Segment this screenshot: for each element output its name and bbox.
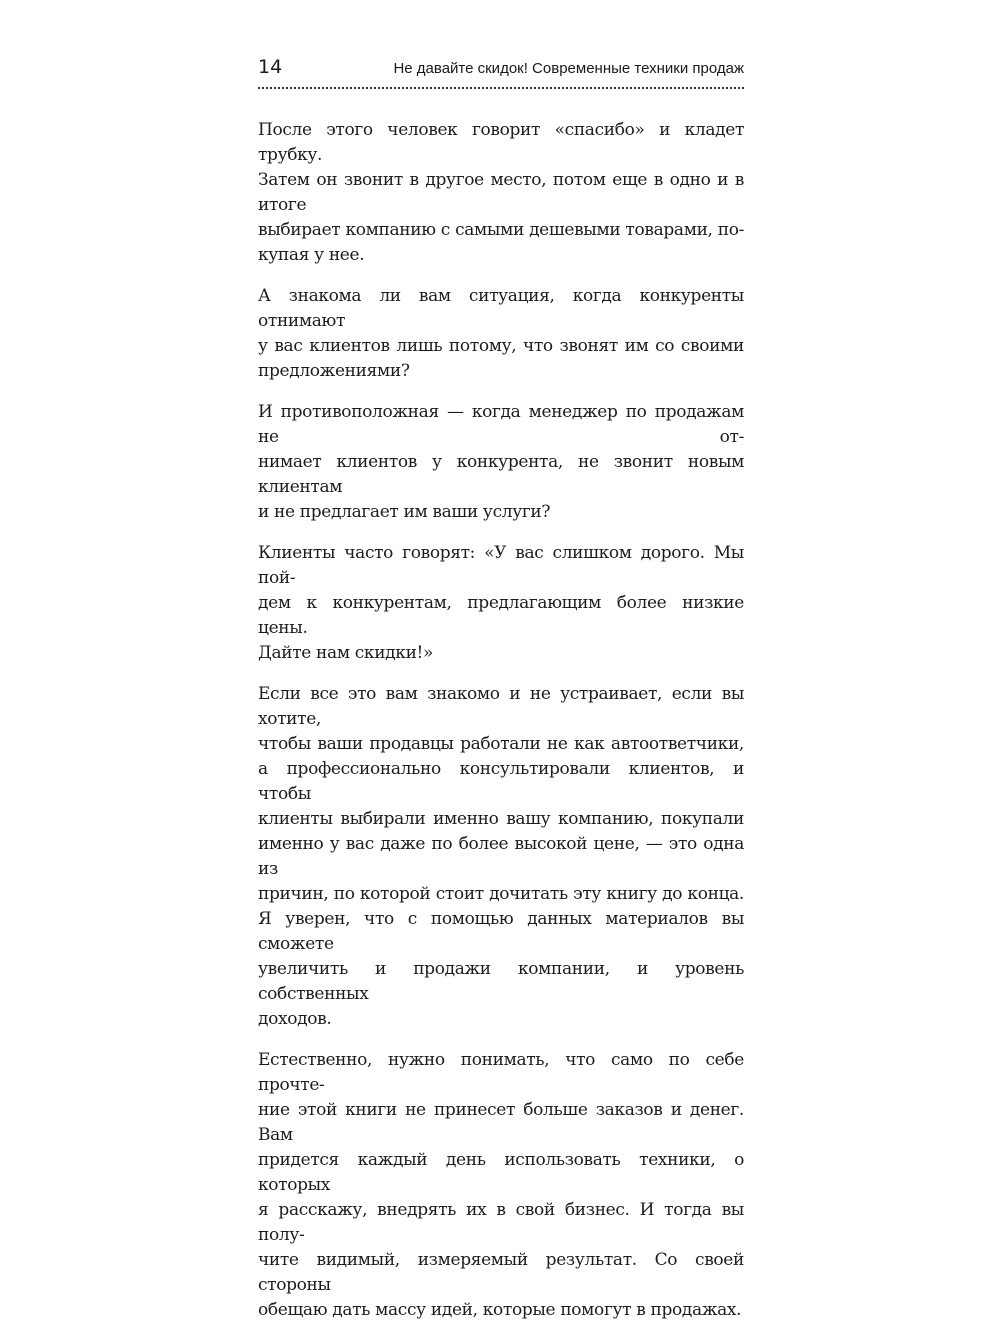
text-line: причин, по которой стоит дочитать эту книгу до конца. [258, 884, 744, 904]
text-line: и не предлагает им ваши услуги? [258, 502, 551, 522]
text-line: я расскажу, внедрять их в свой бизнес. И тогда вы полу- [258, 1200, 744, 1245]
paragraph [258, 1048, 744, 1323]
text-line: увеличить и продажи компании, и уровень собственных [258, 959, 744, 1004]
text-line: у вас клиентов лишь потому, что звонят им со своими [258, 336, 744, 356]
paragraph [258, 118, 744, 268]
header-dotted-rule [258, 87, 744, 89]
text-line: нимает клиентов у конкурента, не звонит новым клиентам [258, 452, 744, 497]
text-line: клиенты выбирали именно вашу компанию, покупали [258, 809, 744, 829]
text-line: купая у нее. [258, 245, 365, 265]
text-line: дем к конкурентам, предлагающим более низкие цены. [258, 593, 744, 638]
text-line: чтобы ваши продавцы работали не как автоответчики, [258, 734, 744, 754]
text-line: Я уверен, что с помощью данных материалов вы сможете [258, 909, 744, 954]
text-line: После этого человек говорит «спасибо» и кладет трубку. [258, 120, 744, 165]
text-line: доходов. [258, 1009, 332, 1029]
text-line: придется каждый день использовать техники, о которых [258, 1150, 744, 1195]
text-line: Если все это вам знакомо и не устраивает, если вы хотите, [258, 684, 744, 729]
paragraph [258, 400, 744, 525]
body-text [258, 118, 744, 1339]
text-line: Естественно, нужно понимать, что само по себе прочте- [258, 1050, 744, 1095]
text-line: предложениями? [258, 361, 410, 381]
paragraph [258, 541, 744, 666]
text-line: Затем он звонит в другое место, потом еще в одно и в итоге [258, 170, 744, 215]
page-number: 14 [258, 56, 283, 78]
text-line: ние этой книги не принесет больше заказов и денег. Вам [258, 1100, 744, 1145]
text-line: выбирает компанию с самыми дешевыми товарами, по- [258, 220, 744, 240]
paragraph [258, 284, 744, 384]
text-line: а профессионально консультировали клиентов, и чтобы [258, 759, 744, 804]
text-line: обещаю дать массу идей, которые помогут в продажах. [258, 1300, 742, 1320]
running-header-title: Не давайте скидок! Современные техники продаж [393, 60, 744, 77]
text-line: А знакома ли вам ситуация, когда конкуренты отнимают [258, 286, 744, 331]
text-line: Дайте нам скидки!» [258, 643, 434, 663]
text-line: чите видимый, измеряемый результат. Со своей стороны [258, 1250, 744, 1295]
text-line: Клиенты часто говорят: «У вас слишком дорого. Мы пой- [258, 543, 744, 588]
text-line: именно у вас даже по более высокой цене, — это одна из [258, 834, 744, 879]
paragraph [258, 682, 744, 1032]
text-line: И противоположная — когда менеджер по продажам не от- [258, 402, 744, 447]
